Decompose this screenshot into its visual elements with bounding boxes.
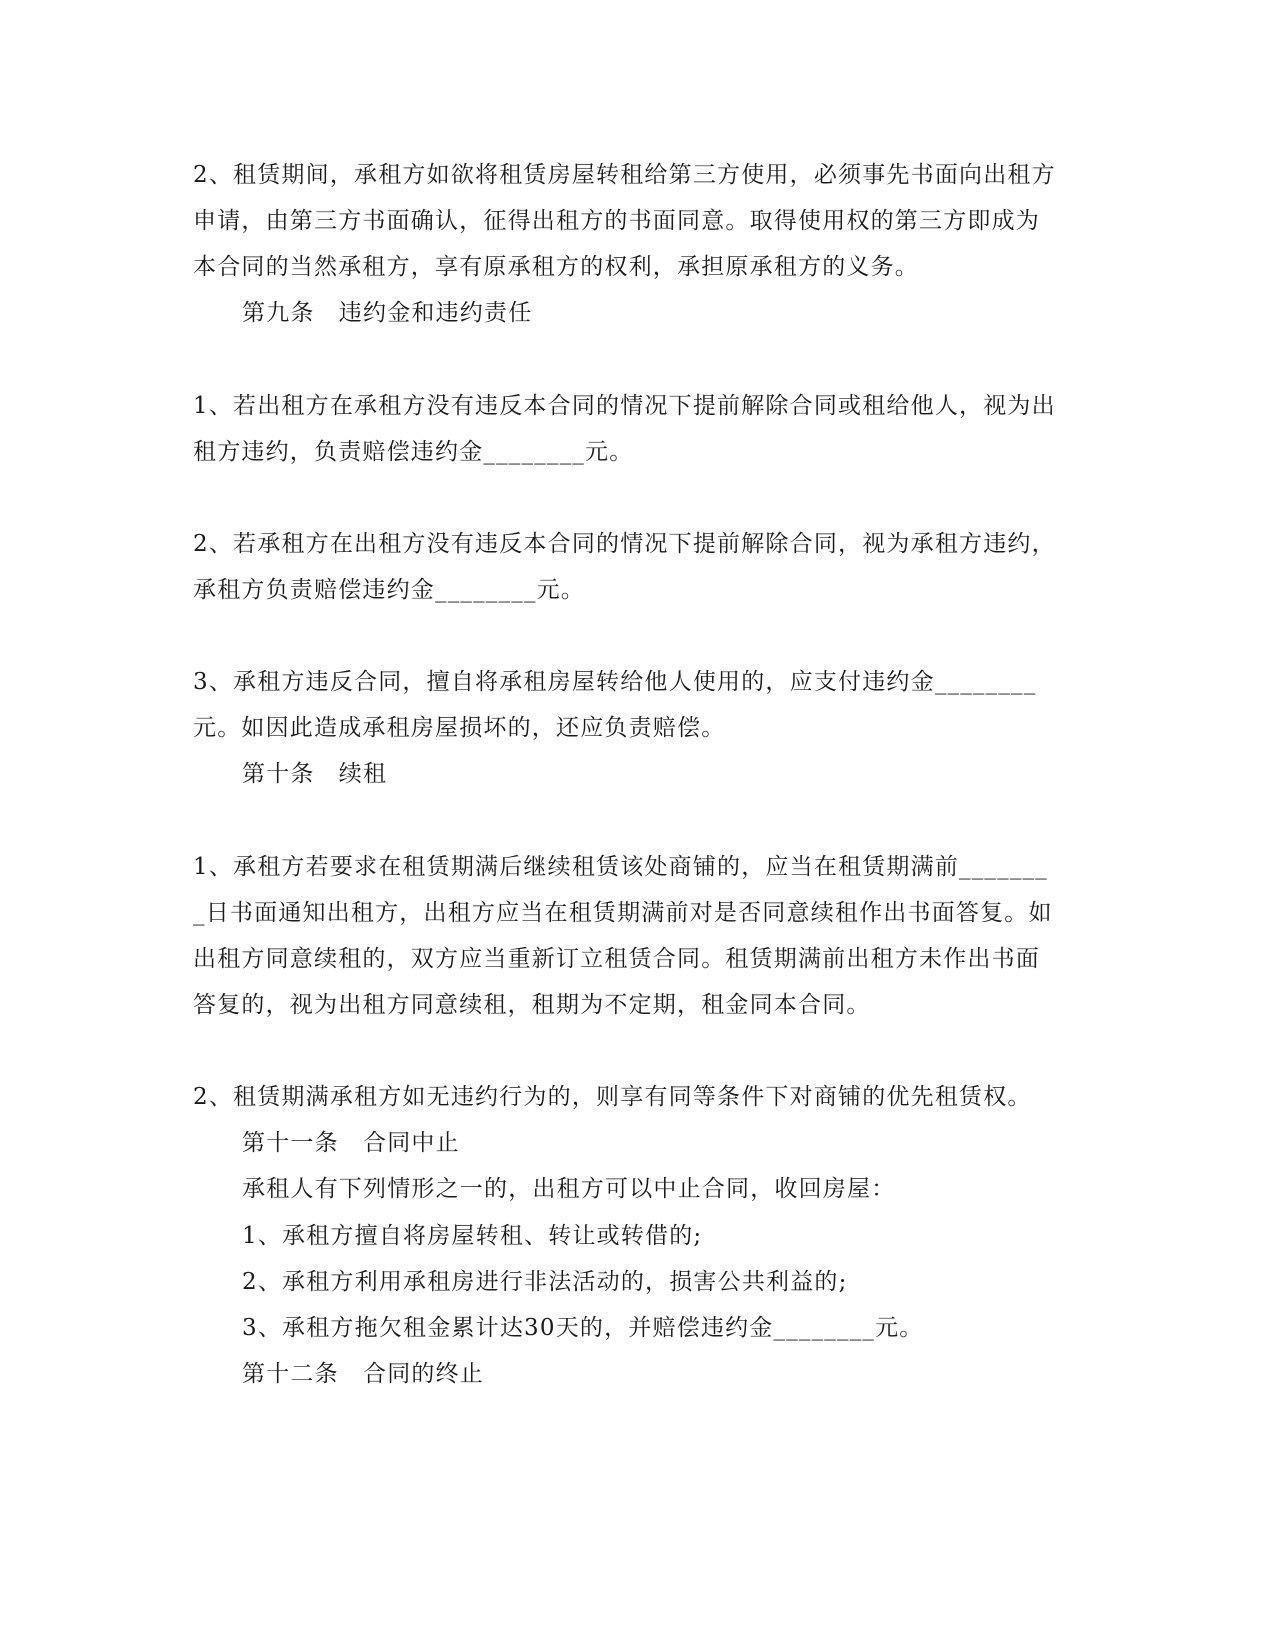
paragraph-line: 租方违约，负责赔偿违约金________元。 — [193, 439, 634, 465]
list-item: 3、承租方拖欠租金累计达30天的，并赔偿违约金________元。 — [242, 1315, 924, 1341]
paragraph-line: 承租人有下列情形之一的，出租方可以中止合同，收回房屋： — [242, 1176, 896, 1202]
paragraph-line: 承租方负责赔偿违约金________元。 — [193, 577, 585, 603]
paragraph-line: 答复的，视为出租方同意续租，租期为不定期，租金同本合同。 — [193, 992, 871, 1018]
paragraph-line: 1、承租方若要求在租赁期满后继续租赁该处商铺的，应当在租赁期满前_______ — [193, 854, 1048, 880]
paragraph-line: 2、租赁期间，承租方如欲将租赁房屋转租给第三方使用，必须事先书面向出租方 — [193, 162, 1056, 188]
paragraph-line: _日书面通知出租方，出租方应当在租赁期满前对是否同意续租作出书面答复。如 — [193, 900, 1053, 926]
paragraph-line: 申请，由第三方书面确认，征得出租方的书面同意。取得使用权的第三方即成为 — [193, 208, 1040, 234]
article-heading: 第十条 续租 — [242, 761, 388, 787]
paragraph-line: 本合同的当然承租方，享有原承租方的权利，承担原承租方的义务。 — [193, 254, 919, 280]
paragraph-line: 2、若承租方在出租方没有违反本合同的情况下提前解除合同，视为承租方违约， — [193, 531, 1056, 557]
list-item: 2、承租方利用承租房进行非法活动的，损害公共利益的; — [242, 1269, 848, 1295]
article-heading: 第九条 违约金和违约责任 — [242, 300, 533, 326]
paragraph-line: 元。如因此造成承租房屋损坏的，还应负责赔偿。 — [193, 715, 726, 741]
paragraph-line: 1、若出租方在承租方没有违反本合同的情况下提前解除合同或租给他人，视为出 — [193, 393, 1056, 419]
paragraph-line: 出租方同意续租的，双方应当重新订立租赁合同。租赁期满前出租方未作出书面 — [193, 946, 1040, 972]
article-heading: 第十二条 合同的终止 — [242, 1361, 484, 1387]
list-item: 1、承租方擅自将房屋转租、转让或转借的; — [242, 1223, 703, 1249]
paragraph-line: 3、承租方违反合同，擅自将承租房屋转给他人使用的，应支付违约金________ — [193, 669, 1037, 695]
paragraph-line: 2、租赁期满承租方如无违约行为的，则享有同等条件下对商铺的优先租赁权。 — [193, 1084, 1032, 1110]
article-heading: 第十一条 合同中止 — [242, 1130, 460, 1156]
